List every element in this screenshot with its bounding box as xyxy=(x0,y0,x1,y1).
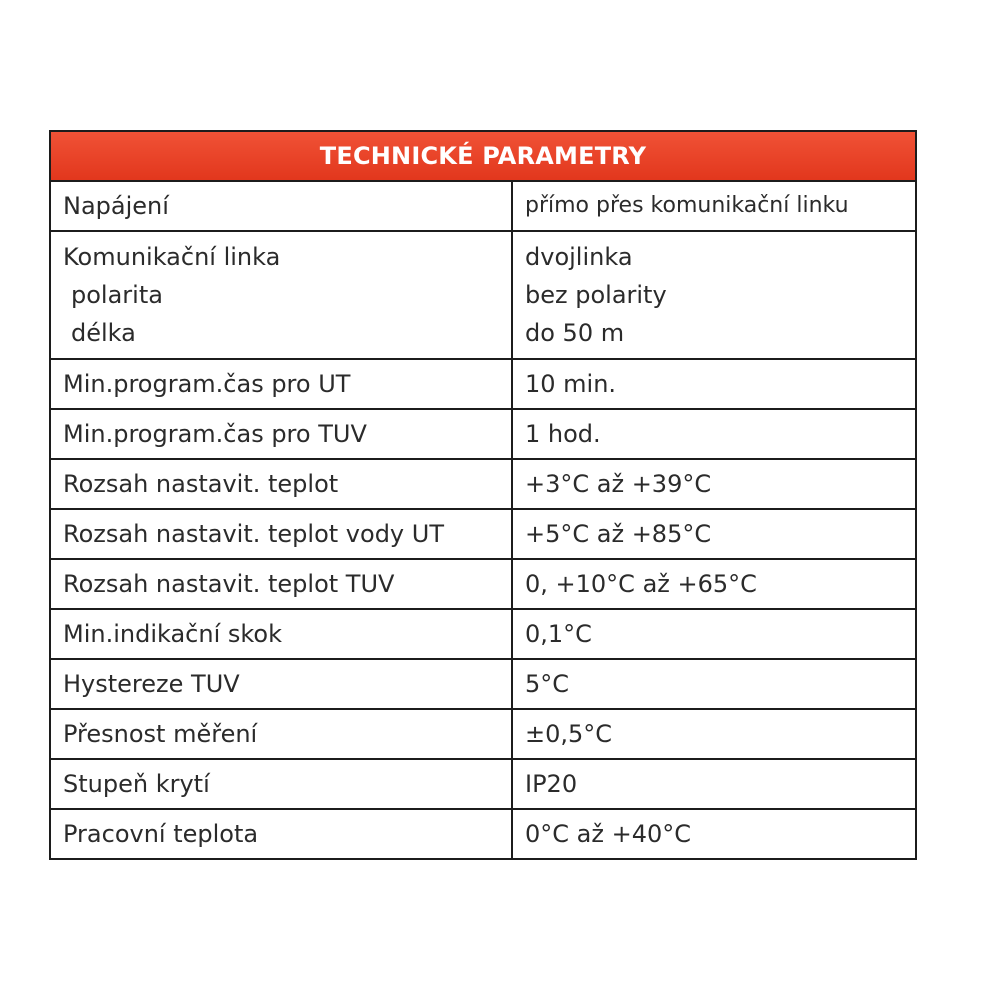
param-value: 0,1°C xyxy=(512,609,916,659)
param-value: 0, +10°C až +65°C xyxy=(512,559,916,609)
table-row xyxy=(50,759,916,809)
param-value: +3°C až +39°C xyxy=(512,459,916,509)
table-row xyxy=(50,181,916,231)
table-row xyxy=(50,659,916,709)
param-label: Pracovní teplota xyxy=(50,809,512,859)
param-sublabel: polarita xyxy=(71,281,163,309)
table-title: TECHNICKÉ PARAMETRY xyxy=(50,131,916,181)
param-value: 0°C až +40°C xyxy=(512,809,916,859)
param-label: Komunikační linka xyxy=(63,243,281,271)
param-value: 1 hod. xyxy=(512,409,916,459)
param-value: IP20 xyxy=(512,759,916,809)
param-value: ±0,5°C xyxy=(512,709,916,759)
param-label: Napájení xyxy=(63,192,169,220)
table-row xyxy=(50,559,916,609)
param-value: do 50 m xyxy=(525,319,625,347)
table-row xyxy=(50,359,916,409)
table-header-row xyxy=(50,131,916,181)
param-value: dvojlinka xyxy=(525,243,633,271)
param-value: 10 min. xyxy=(512,359,916,409)
table-row xyxy=(50,409,916,459)
param-value: +5°C až +85°C xyxy=(512,509,916,559)
param-value: bez polarity xyxy=(525,281,667,309)
table-row xyxy=(50,609,916,659)
param-label-group xyxy=(50,231,512,359)
param-label: Min.indikační skok xyxy=(50,609,512,659)
technical-parameters-table xyxy=(49,130,917,860)
param-sublabel: délka xyxy=(71,319,136,347)
param-value-group xyxy=(512,231,916,359)
param-label: Rozsah nastavit. teplot vody UT xyxy=(50,509,512,559)
param-value: přímo přes komunikační linku xyxy=(512,181,916,231)
table-row xyxy=(50,509,916,559)
param-value: 5°C xyxy=(512,659,916,709)
param-label: Rozsah nastavit. teplot xyxy=(50,459,512,509)
param-label: Min.program.čas pro UT xyxy=(50,359,512,409)
param-label: Min.program.čas pro TUV xyxy=(50,409,512,459)
param-label: Přesnost měření xyxy=(50,709,512,759)
param-label: Rozsah nastavit. teplot TUV xyxy=(50,559,512,609)
table-row xyxy=(50,809,916,859)
table-row xyxy=(50,459,916,509)
param-label: Hystereze TUV xyxy=(50,659,512,709)
param-label: Stupeň krytí xyxy=(50,759,512,809)
table-row xyxy=(50,709,916,759)
table-row xyxy=(50,231,916,359)
